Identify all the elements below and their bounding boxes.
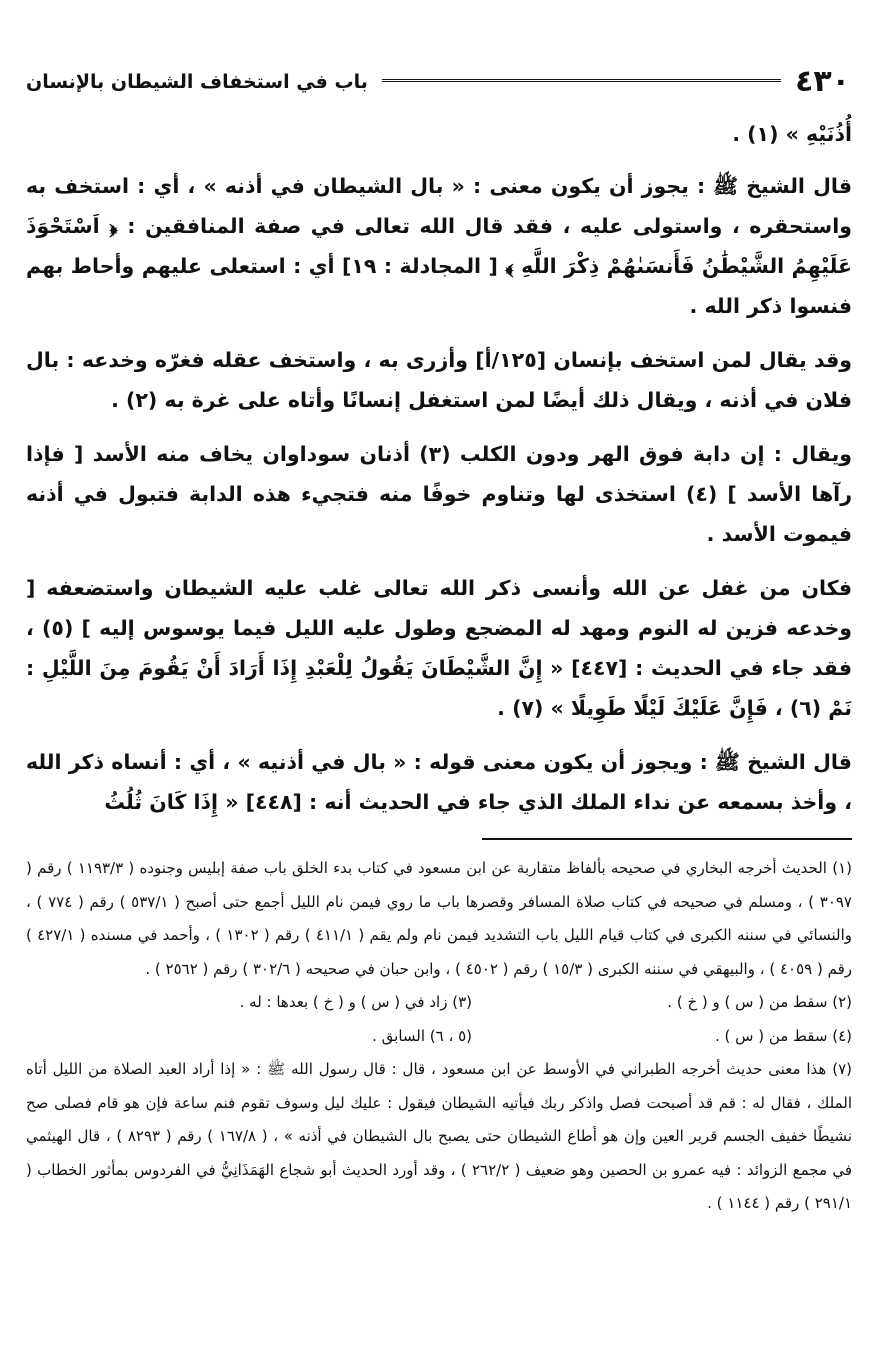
page-header [26,60,852,104]
book-page [26,60,852,1340]
running-title: باب في استخفاف الشيطان بالإنسان [26,71,368,93]
footnote-separator [482,838,852,840]
footnote-7: (٧) هذا معنى حديث أخرجه الطبراني في الأوسط عن ابن مسعود ، قال : قال رسول الله ﷺ : « إذا أراد العبد الصلاة من الليل أتاه الملك ، فقال له : قم قد أصبحت فصل واذكر ربك فيأتيه الشيطان فيقول : عليك ليل وسوف تقوم فنم ساعة فإن هو قام فصلى صح نشيطًا خفيف الجسم قرير العين وإن هو أطاع الشيطان حتى يصبح بال الشيطان في أذنه » ، ( ١٦٧/٨ ) رقم ( ٨٢٩٣ ) ، قال الهيثمي في مجمع الزوائد : فيه عمرو بن الحصين وهو ضعيف ( ٢٦٢/٢ ) ، وقد أورد الحديث أبو شجاع الهَمَذَانِيُّ في الفردوس بمأثور الخطاب ( ٢٩١/١ ) رقم ( ١١٤٤ ) . [26,1060,852,1212]
footnote-1: (١) الحديث أخرجه البخاري في صحيحه بألفاظ متقاربة عن ابن مسعود في كتاب بدء الخلق باب صفة إبليس وجنوده ( ١١٩٣/٣ ) رقم ( ٣٠٩٧ ) ، ومسلم في صحيحه في كتاب صلاة المسافر وقصرها باب ما روي فيمن نام الليل أجمع حتى أصبح ( ٥٣٧/١ ) رقم ( ٧٧٤ ) ، والنسائي في سننه الكبرى في كتاب قيام الليل باب التشديد فيمن نام ولم يقم ( ٤١١/١ ) رقم ( ١٣٠٢ ) ، وأحمد في مسنده ( ٤٢٧/١ ) رقم ( ٤٠٥٩ ) ، والبيهقي في سننه الكبرى ( ١٥/٣ ) رقم ( ٤٥٠٢ ) ، وابن حبان في صحيحه ( ٣٠٢/٦ ) رقم ( ٢٥٦٢ ) . [26,859,852,978]
paragraph-3: وقد يقال لمن استخف بإنسان [١٢٥/أ] وأزرى به ، واستخف عقله فغرّه وخدعه : بال فلان في أذنه ، ويقال ذلك أيضًا لمن استغفل إنسانًا وأتاه على غرة به (٢) . [26,348,852,412]
paragraph-2: قال الشيخ ﷺ : يجوز أن يكون معنى : « بال الشيطان في أذنه » ، أي : استخف به واستحقره ، واستولى عليه ، فقد قال الله تعالى في صفة المنافقين : ﴿ اَسْتَحْوَذَ عَلَيْهِمُ الشَّيْطَٰنُ فَأَنسَىٰهُمْ ذِكْرَ اللَّهِ ﴾ [ المجادلة : ١٩] أي : استعلى عليهم وأحاط بهم فنسوا ذكر الله . [26,174,852,318]
paragraph-6: قال الشيخ ﷺ : ويجوز أن يكون معنى قوله : « بال في أذنيه » ، أي : أنساه ذكر الله ، وأخذ بسمعه عن نداء الملك الذي جاء في الحديث أنه : [٤٤٨] « إِذَا كَانَ ثُلُثُ [26,750,852,814]
paragraph-1: أُذُنَيْهِ » (١) . [732,122,852,146]
footnote-row-4-5 [92,1020,852,1054]
page-number: ٤٣٠ [795,64,850,99]
main-text [26,114,852,822]
footnote-row-2-3 [92,986,852,1020]
footnote-2: (٢) سقط من ( س ) و ( خ ) . [667,993,852,1011]
footnote-3: (٣) زاد في ( س ) و ( خ ) بعدها : له . [239,993,472,1011]
footnote-4: (٤) سقط من ( س ) . [714,1026,852,1045]
header-rule [382,79,781,86]
paragraph-4: ويقال : إن دابة فوق الهر ودون الكلب (٣) أذنان سوداوان يخاف منه الأسد [ فإذا رآها الأسد ] (٤) استخذى لها وتناوم خوفًا منه فتجيء هذه الدابة فتبول في أذنه فيموت الأسد . [26,442,853,546]
paragraph-5: فكان من غفل عن الله وأنسى ذكر الله تعالى غلب عليه الشيطان واستضعفه [ وخدعه فزين له النوم ومهد له المضجع وطول عليه الليل فيما يوسوس إليه ] (٥) ، فقد جاء في الحديث : [٤٤٧] « إِنَّ الشَّيْطَانَ يَقُولُ لِلْعَبْدِ إِذَا أَرَادَ أَنْ يَقُومَ مِنَ اللَّيْلِ : نَمْ (٦) ، فَإِنَّ عَلَيْكَ لَيْلًا طَوِيلًا » (٧) . [26,576,853,720]
footnotes [26,852,852,1221]
footnote-5-6: (٥ ، ٦) السابق . [372,1026,472,1045]
